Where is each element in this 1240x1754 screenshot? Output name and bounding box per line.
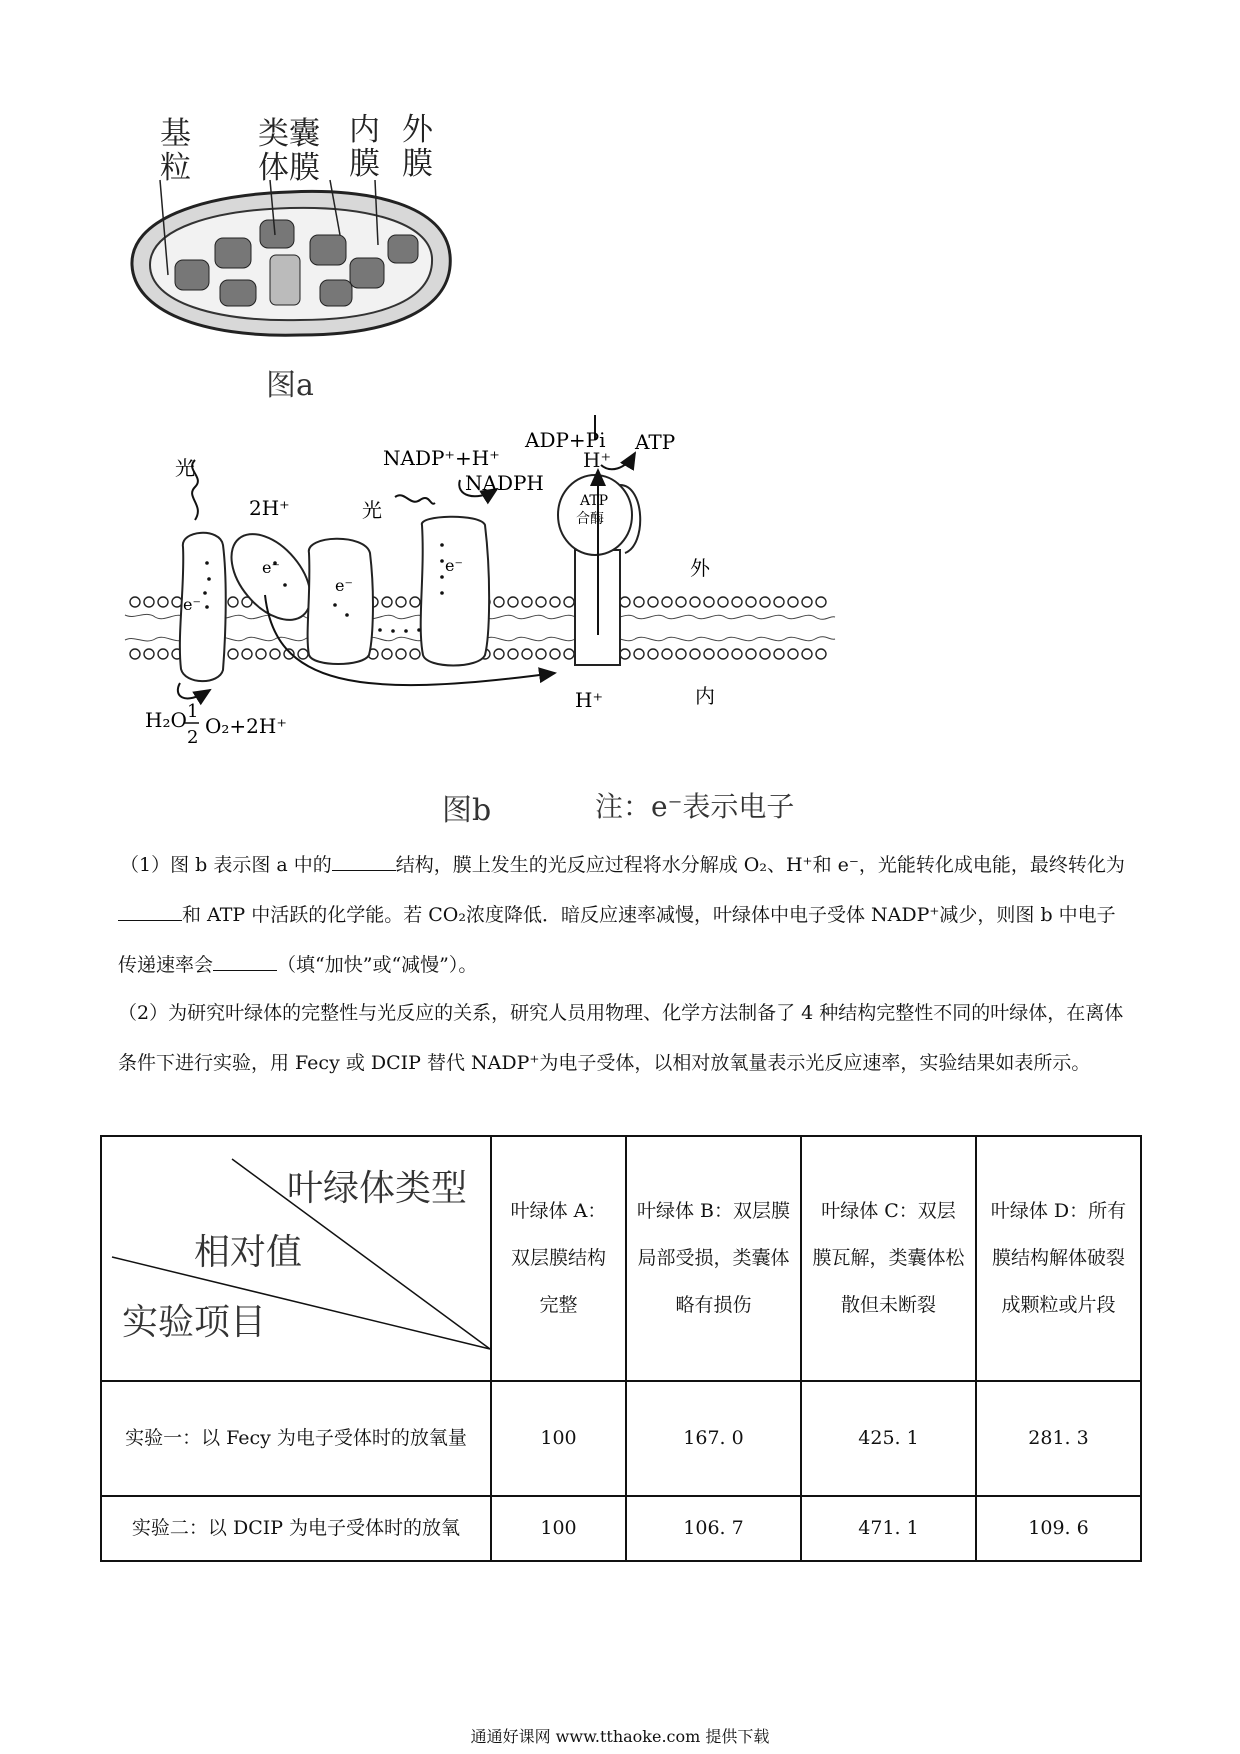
svg-text:NADPH: NADPH xyxy=(465,471,544,495)
page-footer: 通通好课网 www.tthaoke.com 提供下载 xyxy=(470,1727,770,1746)
h-plus-top-label: H⁺ xyxy=(583,448,611,472)
svg-text:e⁻: e⁻ xyxy=(183,595,201,614)
svg-text:H⁺: H⁺ xyxy=(575,688,603,712)
svg-text:合酶: 合酶 xyxy=(576,511,604,527)
table-row xyxy=(101,1496,1141,1561)
question-1: （1）图 b 表示图 a 中的 结构，膜上发生的光反应过程将水分解成 O₂、H⁺和 e⁻，光能转化成电能，最终转化为和 ATP 中活跃的化学能。若 CO₂浓度降低．暗反应速率减慢，叶绿体中电子受体 NADP⁺减少，则图 b 中电子传递速率会 （填“加快”或“减慢”）。 xyxy=(118,854,1125,976)
figure-b-note: 注：e⁻表示电子 xyxy=(595,790,795,823)
svg-text:ADP+Pi: ADP+Pi xyxy=(525,428,606,452)
cell-value: 100 xyxy=(491,1381,626,1496)
question-2: （2）为研究叶绿体的完整性与光反应的关系，研究人员用物理、化学方法制备了 4 种结构完整性不同的叶绿体，在离体条件下进行实验，用 Fecy 或 DCIP 替代 NADP⁺为电子受体，以相对放氧量表示光反应速率，实验结果如表所示。 xyxy=(118,1002,1124,1074)
svg-text:1: 1 xyxy=(187,701,199,722)
svg-text:O₂+2H⁺: O₂+2H⁺ xyxy=(205,714,287,738)
svg-text:2H⁺: 2H⁺ xyxy=(249,496,290,520)
cell-value: 471. 1 xyxy=(801,1496,976,1561)
header-chloroplast-b: 叶绿体 B：双层膜局部受损，类囊体略有损伤 xyxy=(626,1136,801,1381)
header-chloroplast-d: 叶绿体 D：所有膜结构解体破裂成颗粒或片段 xyxy=(976,1136,1141,1381)
svg-text:e⁻: e⁻ xyxy=(445,556,463,575)
cell-value: 100 xyxy=(491,1496,626,1561)
light-left-label: 光 xyxy=(175,456,195,480)
cell-value: 281. 3 xyxy=(976,1381,1141,1496)
label-neimo: 内 膜 xyxy=(349,112,380,182)
label-jili: 基 粒 xyxy=(160,116,191,186)
cell-value: 106. 7 xyxy=(626,1496,801,1561)
light-wave-right xyxy=(395,495,435,503)
row-label: 实验一：以 Fecy 为电子受体时的放氧量 xyxy=(101,1381,491,1496)
figure-b-caption: 图b xyxy=(442,793,492,828)
cytochrome-complex xyxy=(308,539,373,664)
answer-blank-1[interactable] xyxy=(332,852,396,871)
svg-text:ATP: ATP xyxy=(580,493,609,509)
diagonal-header-cell xyxy=(101,1136,491,1381)
results-table xyxy=(100,1135,1142,1562)
chloroplast-illustration xyxy=(120,180,460,350)
header-chloroplast-a: 叶绿体 A：双层膜结构完整 xyxy=(491,1136,626,1381)
svg-text:e⁻: e⁻ xyxy=(335,576,353,595)
cell-value: 109. 6 xyxy=(976,1496,1141,1561)
svg-text:NADP⁺+H⁺: NADP⁺+H⁺ xyxy=(383,446,500,470)
svg-text:内: 内 xyxy=(695,684,715,708)
row-label: 实验二：以 DCIP 为电子受体时的放氧 xyxy=(101,1496,491,1561)
svg-text:e⁻: e⁻ xyxy=(262,558,280,577)
cell-value: 425. 1 xyxy=(801,1381,976,1496)
svg-text:外: 外 xyxy=(690,556,710,580)
svg-text:2: 2 xyxy=(187,727,199,748)
answer-blank-2[interactable] xyxy=(118,902,182,921)
diag-bottom-label: 实验项目 xyxy=(122,1302,267,1343)
svg-text:光: 光 xyxy=(362,498,382,522)
label-leinangtimo: 类囊 体膜 xyxy=(258,116,320,186)
photosystem-i xyxy=(421,517,489,666)
diag-mid-label: 相对值 xyxy=(194,1232,303,1273)
table-row xyxy=(101,1381,1141,1496)
label-waimo: 外 膜 xyxy=(402,112,433,182)
answer-blank-3[interactable] xyxy=(213,952,277,971)
diag-top-label: 叶绿体类型 xyxy=(287,1168,468,1209)
cell-value: 167. 0 xyxy=(626,1381,801,1496)
figure-a-caption: 图a xyxy=(266,368,314,403)
svg-text:H₂O: H₂O xyxy=(145,708,187,732)
header-chloroplast-c: 叶绿体 C：双层膜瓦解，类囊体松散但未断裂 xyxy=(801,1136,976,1381)
svg-text:ATP: ATP xyxy=(635,430,676,454)
thylakoid-membrane-diagram xyxy=(125,428,845,775)
